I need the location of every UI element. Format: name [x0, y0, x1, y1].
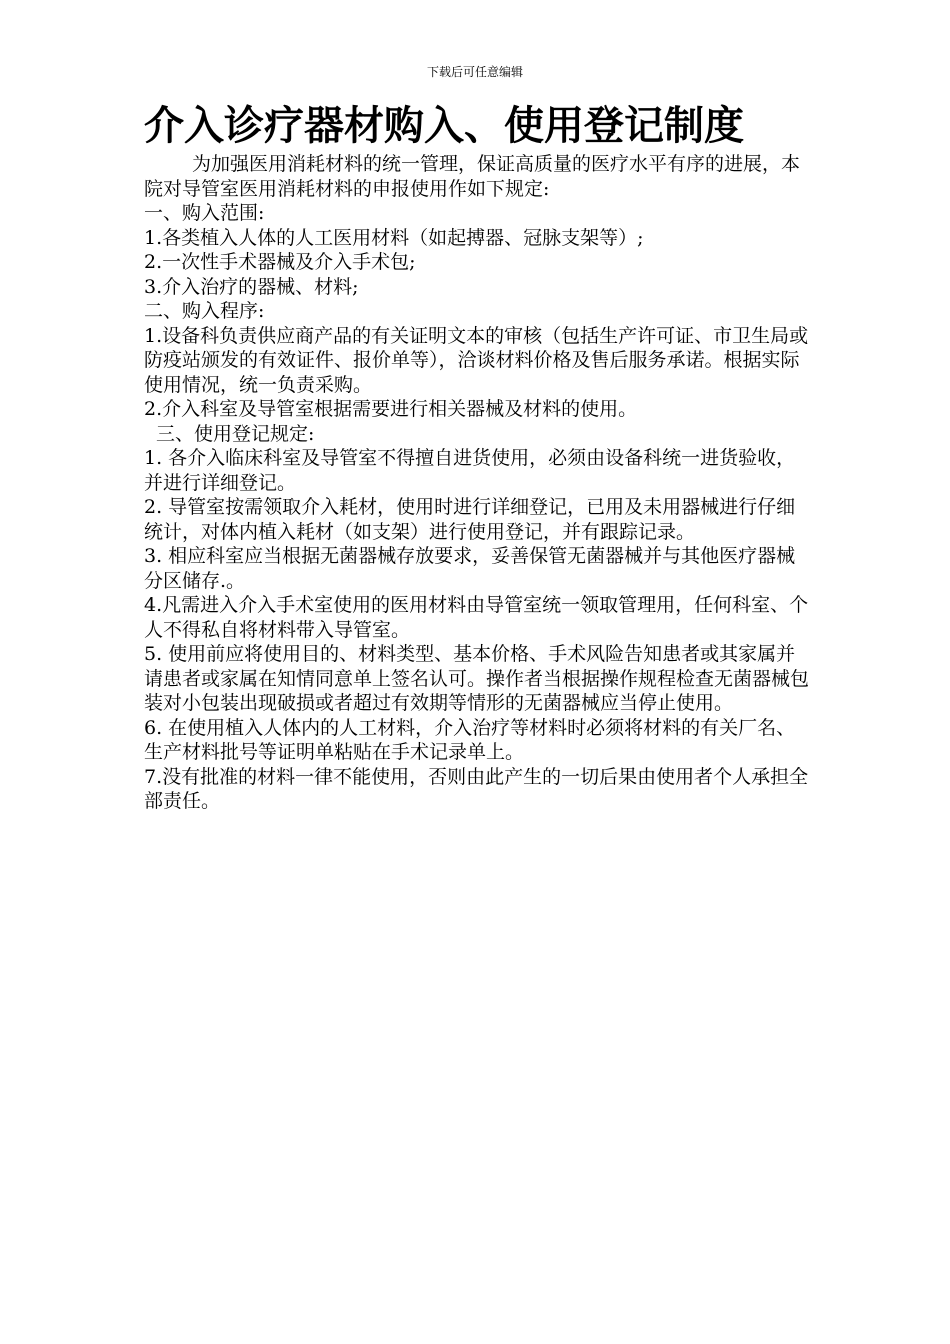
list-item: 7.没有批准的材料一律不能使用，否则由此产生的一切后果由使用者个人承担全部责任。 — [144, 765, 809, 812]
section-heading-usage-registration: 三、使用登记规定: — [156, 422, 315, 445]
section-heading-purchase-scope: 一、购入范围: — [144, 202, 265, 224]
intro-paragraph: 为加强医用消耗材料的统一管理，保证高质量的医疗水平有序的进展，本院对导管室医用消耗材料的申报使用作如下规定: — [144, 153, 801, 200]
section-heading-purchase-procedure: 二、购入程序: — [144, 300, 265, 322]
list-item: 2. 导管室按需领取介入耗材，使用时进行详细登记，已用及未用器械进行仔细统计，对体内植入耗材（如支架）进行使用登记，并有跟踪记录。 — [144, 496, 796, 543]
list-item: 6. 在使用植入人体内的人工材料，介入治疗等材料时必须将材料的有关厂名、生产材料批号等证明单粘贴在手术记录单上。 — [144, 716, 796, 763]
list-item: 5. 使用前应将使用目的、材料类型、基本价格、手术风险告知患者或其家属并请患者或家属在知情同意单上签名认可。操作者当根据操作规程检查无菌器械包装对小包装出现破损或者超过有效期等情形的无菌器械应当停止使用。 — [144, 643, 810, 714]
header-note: 下载后可任意编辑 — [426, 65, 523, 79]
list-item: 2.介入科室及导管室根据需要进行相关器械及材料的使用。 — [144, 398, 638, 420]
list-item: 1. 各介入临床科室及导管室不得擅自进货使用，必须由设备科统一进货验收，并进行详细登记。 — [144, 447, 796, 494]
list-item: 1.各类植入人体的人工医用材料（如起搏器、冠脉支架等）; — [144, 226, 644, 249]
list-item: 1.设备科负责供应商产品的有关证明文本的审核（包括生产许可证、市卫生局或防疫站颁发的有效证件、报价单等），洽谈材料价格及售后服务承诺。根据实际使用情况，统一负责采购。 — [144, 324, 809, 396]
document-body — [144, 152, 810, 814]
list-item: 2.一次性手术器械及介入手术包; — [144, 251, 416, 273]
document-title: 介入诊疗器材购入、使用登记制度 — [144, 102, 744, 149]
list-item: 3.介入治疗的器械、材料; — [144, 275, 359, 298]
list-item: 4.凡需进入介入手术室使用的医用材料由导管室统一领取管理用，任何科室、个人不得私自将材料带入导管室。 — [144, 594, 809, 641]
list-item: 3. 相应科室应当根据无菌器械存放要求，妥善保管无菌器械并与其他医疗器械分区储存.。 — [144, 545, 796, 592]
